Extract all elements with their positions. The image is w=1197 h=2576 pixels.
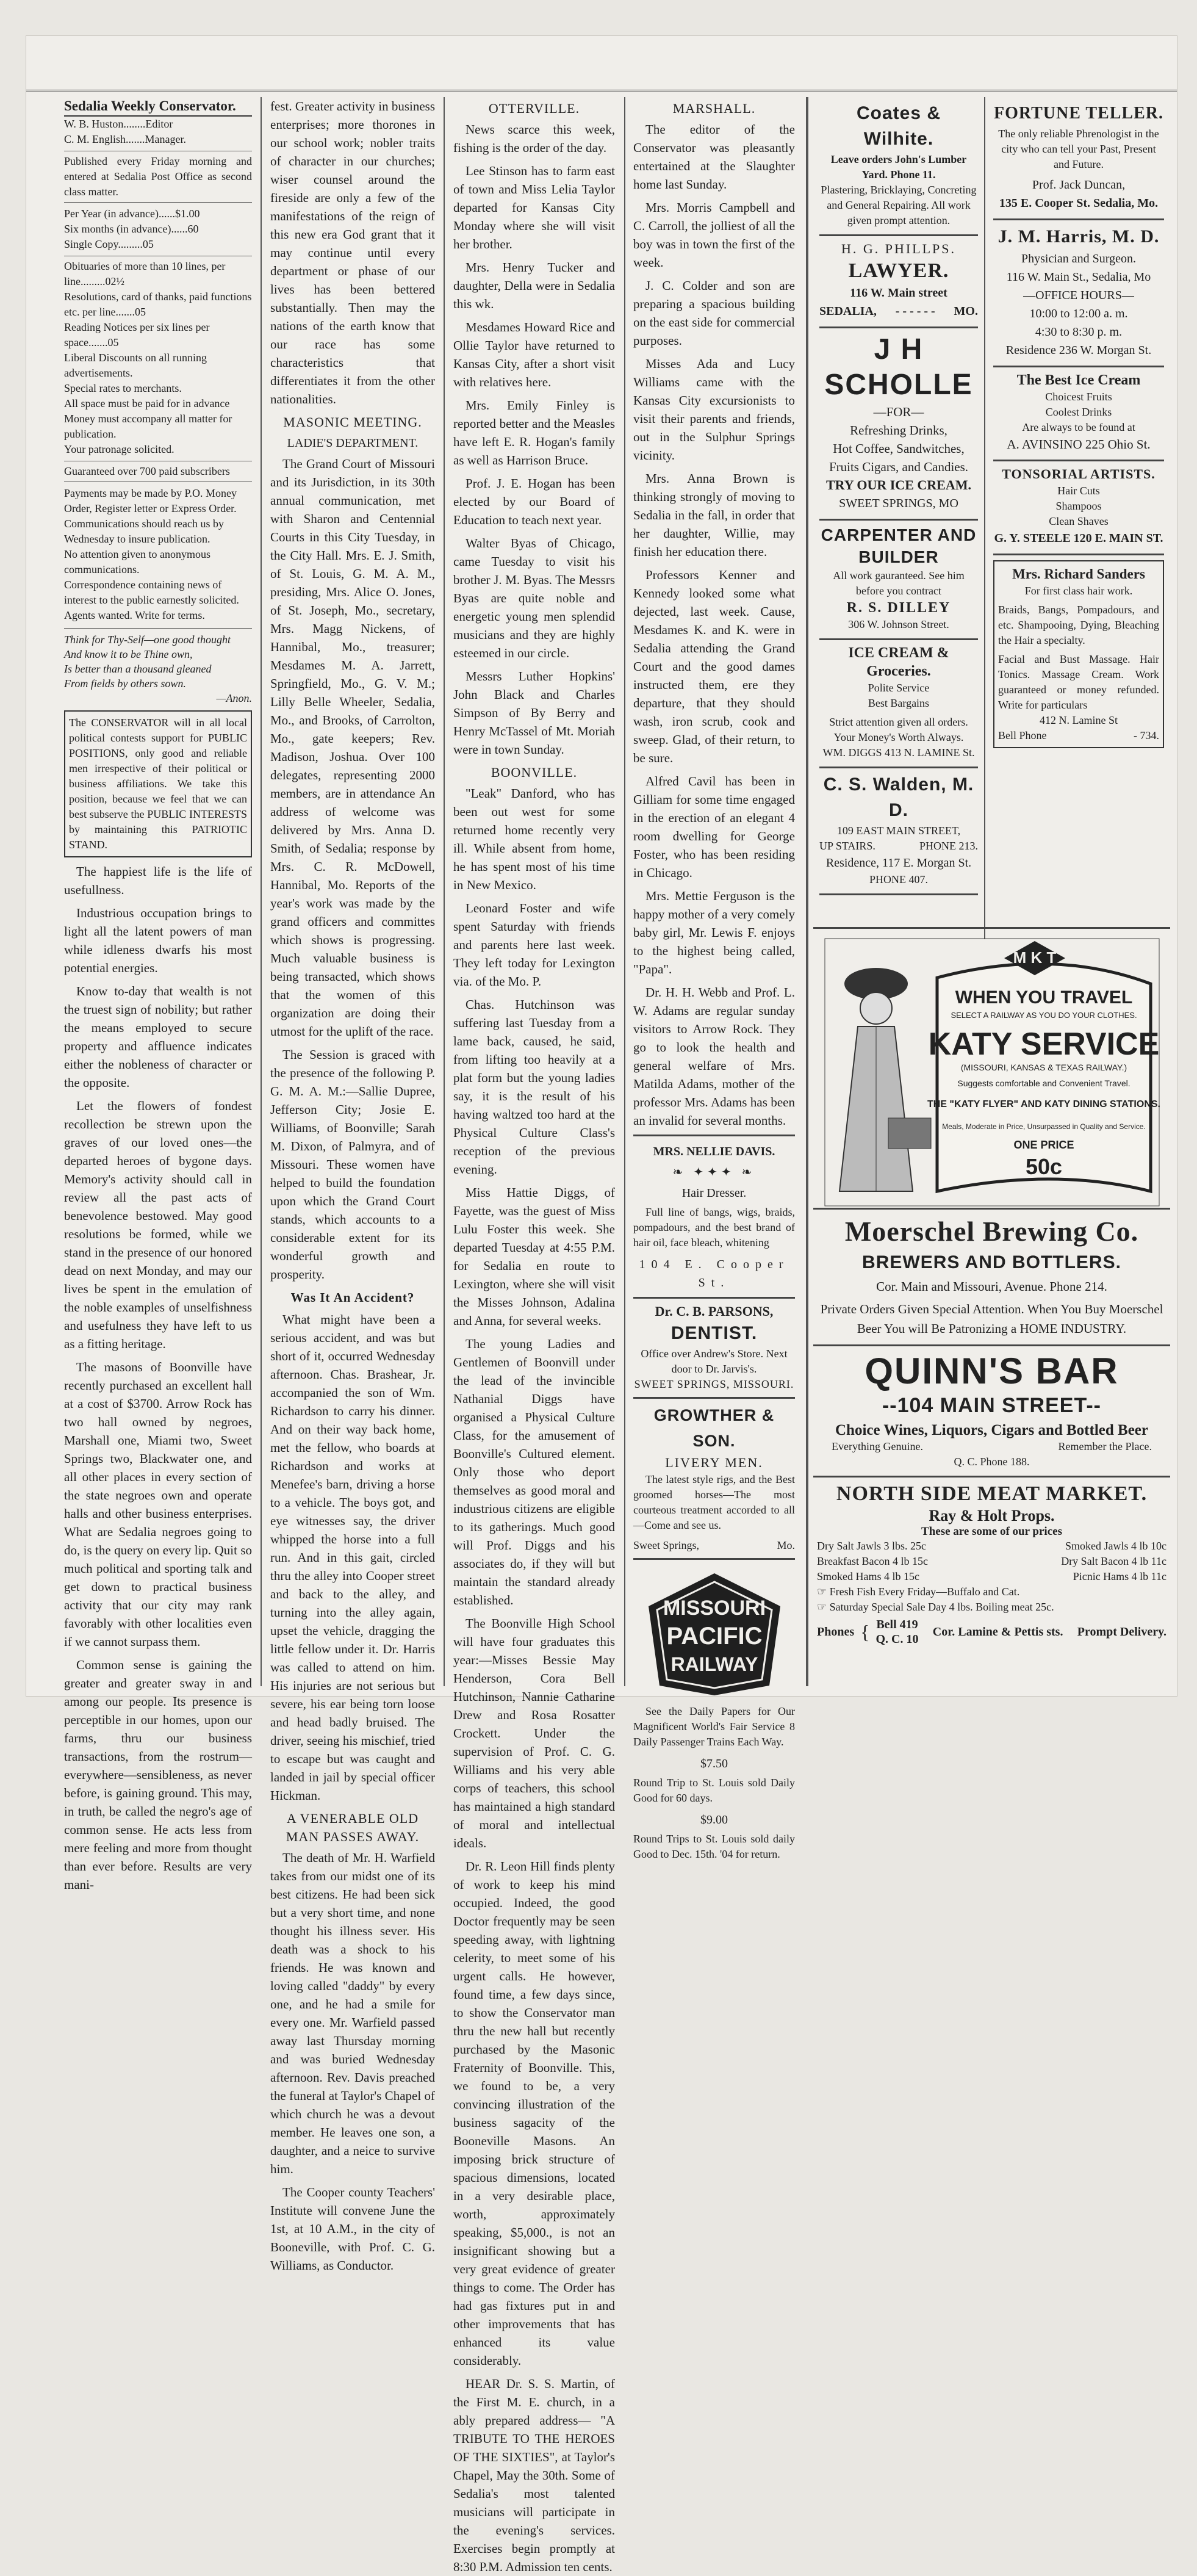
bell-phone: Bell 419 [876, 1618, 918, 1631]
ad-text: See the Daily Papers for Our Magnificent World's Fair Service 8 Daily Passenger Trains Each Way. [633, 1705, 795, 1748]
ad-text: All work gauranteed. See him before you contract [833, 569, 965, 597]
poem-line: Is better than a thousand gleaned [64, 663, 212, 675]
term-item: Liberal Discounts on all running advertisements. [64, 352, 207, 379]
news-item: Mesdames Howard Rice and Ollie Taylor have returned to Kansas City, after a short visit with relatives here. [453, 320, 615, 389]
news-item: Professors Kenner and Kennedy looked some what dejected, last week. Cause, Mesdames K. and K. were in Sedalia attending the Grand Court and the good dames instructed them, ere they departure, that they should wash, iron scrub, cook and sweep. Glad, of their return, to be sure. [633, 568, 795, 765]
ad-text: Choice Wines, Liquors, Cigars and Bottled Beer [835, 1422, 1148, 1438]
ad-cell: Everything Genuine. [832, 1440, 923, 1452]
ad-text: Strict attention given all orders. Your Money's Worth Always. [829, 716, 968, 743]
ad-name: Prof. Jack Duncan, [1032, 178, 1126, 192]
column-rule [624, 97, 625, 1686]
ad-name: GROWTHER & SON. [653, 1406, 775, 1450]
notices [64, 486, 252, 623]
ad-text: Plastering, Bricklaying, Concreting and General Repairing. All work given prompt attention. [821, 184, 977, 226]
ad-state: MO. [954, 305, 978, 318]
staff-manager: C. M. English.......Manager. [64, 133, 186, 145]
news-item: Alfred Cavil has been in Gilliam for some time engaged in the erection of an elegant 4 room dwelling for George Foster, who has been residing in Chicago. [633, 774, 795, 880]
news-item: Mrs. Henry Tucker and daughter, Della were in Sedalia this wk. [453, 260, 615, 311]
ad-item: Fruits Cigars, and Candies. [829, 460, 969, 474]
ad-name: QUINN'S BAR [864, 1351, 1119, 1391]
ad-address: 109 EAST MAIN STREET, [836, 824, 961, 837]
ad-text: Full line of bangs, wigs, braids, pompadours, and the best brand of hair oil, face bleach, whitening [633, 1206, 795, 1249]
article-paragraph: What might have been a serious accident, and was but short of it, occurred Wednesday afternoon. Chas. Brashear, Jr. accompanied the son of Wm. Richardson to carry his dinner. And on their way back home, met the fellow, who boards at Richardson and works at Menefee's barn, driving a horse to a vehicle. The boys got, and eye witnesses say, the driver whipped the horse into a full run. And in this gait, circled thru the alley into Cooper street and back to the alley, and turning into the alley again, upset the vehicle, dragging the little fellow under it. Dr. Harris was called to attend on him. His injuries are not serious but severe, his ear being torn loose and head badly bruised. The driver, seeing his mischief, tried to escape but was caught and landed in jail by special officer Hickman. [270, 1312, 435, 1803]
ad-place: SWEET SPRINGS, MO [839, 497, 958, 510]
ad-cell: Remember the Place. [1058, 1440, 1152, 1452]
news-item: Mrs. Morris Campbell and C. Carroll, the jolliest of all the boy was in town the first of the week. [633, 200, 795, 270]
advertising-terms [64, 256, 252, 457]
article-paragraph: The Grand Court of Missouri and its Jurisdiction, in its 30th annual communication, met with Sharon and Centennial Courts in this City Tuesday, in the City Hall. Mrs. E. J. Smith, of St. Louis, G. M. A. M., presiding, Mrs. Alice O. Jones, of St. Joseph, Mo., secretary, Mrs. Magg Nickens, of Hannibal, Mo., treasurer; Mesdames M. A. Jarrett, Springfield, Mo., G. V. M.; Lilly Belle Wheeler, Sedalia, Mo., and Brooks, of Carrolton, Mo., gate keepers; Rev. Madison, Joshua. Over 100 delegates, representing 2000 members, are in attendance An address of welcome was delivered by Mrs. Anna D. Smith, of Sedalia; response by Mrs. C. R. McDowell, Hannibal, Mo. Reports of the year's work was made by the grand officers and committes which shows is progressing. Much valuable business is being transacted, which shows that the women of this organization are doing their utmost for the uplift of the race. [270, 456, 435, 1039]
ad-phone: PHONE 407. [869, 873, 928, 886]
lawyer-ad [819, 236, 978, 328]
ad-title: FORTUNE TELLER. [993, 104, 1163, 123]
term-item: Money must accompany all matter for publication. [64, 413, 232, 440]
price-item: Smoked Jawls 4 lb 10c [1065, 1540, 1166, 1552]
katy-line: THE "KATY FLYER" AND KATY DINING STATIONS. [927, 1099, 1160, 1109]
pointing-hand-icon: ☞ [817, 1601, 827, 1613]
ad-address: 104 E. Cooper St. [639, 1258, 789, 1290]
price-row [813, 1569, 1170, 1584]
ad-place-row [633, 1538, 795, 1553]
ad-row [813, 1439, 1170, 1454]
news-item: Prof. J. E. Hogan has been elected by our Board of Education to teach next year. [453, 476, 615, 527]
fare-price: $7.50 [700, 1757, 728, 1770]
column-3 [447, 97, 621, 2574]
notice-item: No attention given to anonymous communications. [64, 548, 210, 575]
ad-title: BUILDER [858, 547, 939, 566]
ad-address: Cor. Main and Missouri, Avenue. Phone 214. [876, 1279, 1107, 1294]
fare-text: Round Trip to St. Louis sold Daily Good for 60 days. [633, 1777, 795, 1804]
subscriber-guarantee: Guaranteed over 700 paid subscribers [64, 461, 252, 482]
ad-delivery: Prompt Delivery. [1077, 1625, 1166, 1639]
ad-title: Hair Dresser. [681, 1186, 747, 1200]
term-item: Your patronage solicited. [64, 443, 174, 455]
price-row [813, 1554, 1170, 1569]
ad-item: Are always to be found at [1022, 421, 1135, 433]
poem-signature: —Anon. [216, 692, 252, 704]
ad-city-row [819, 302, 978, 320]
news-item: Walter Byas of Chicago, came Tuesday to visit his brother J. M. Byas. The Messrs Byas are quite noble and energetic young men splendid musicians and they are highly esteemed in our circle. [453, 536, 615, 660]
ad-item: Hair Cuts [1057, 485, 1100, 497]
ad-name: H. G. PHILLPS. [841, 241, 957, 256]
ad-phone-label: Bell Phone [998, 729, 1047, 741]
brace-icon: { [860, 1620, 870, 1643]
phones-label: Phones [817, 1625, 855, 1639]
news-item: The editor of the Conservator was pleasantly entertained at the Slaughter home last Sunday. [633, 122, 795, 192]
news-item: "Leak" Danford, who has been out west for some returned home recently very ill. While absent from home, he has spent most of his time in New Mexico. [453, 786, 615, 892]
qc-phone: Q. C. 10 [875, 1633, 919, 1646]
saturday-line [813, 1600, 1170, 1615]
ad-name: C. S. Walden, M. D. [823, 774, 974, 820]
hair-work-ad [993, 560, 1164, 748]
price-item: Dry Salt Bacon 4 lb 11c [1061, 1555, 1166, 1567]
notice-item: Payments may be made by P.O. Money Order, Register letter or Express Order. [64, 487, 237, 514]
ad-props: Ray & Holt Props. [929, 1507, 1055, 1524]
rate-six-months: Six months (in advance)......60 [64, 223, 199, 235]
top-border [26, 36, 1177, 92]
news-item: HEAR Dr. S. S. Martin, of the First M. E. church, in a ably prepared address— "A TRIBUTE TO THE HEROES OF THE SIXTIES", at Taylor's Chapel, May the 30th. Some of Sedalia's most talented musicians will participate in the evening's services. Exercises begin promptly at 8:30 P.M. Admission ten cents. [453, 2376, 615, 2574]
ad-name: Moerschel Brewing Co. [844, 1216, 1139, 1247]
ad-place: Sweet Springs, [633, 1539, 699, 1551]
fish-line [813, 1584, 1170, 1600]
ad-item: Best Bargains [868, 697, 930, 709]
news-item: J. C. Colder and son are preparing a spacious building on the east side for commercial purposes. [633, 278, 795, 348]
poem-line: And know it to be Thine own, [64, 648, 193, 660]
publication-note: Published every Friday morning and entered at Sedalia Post Office as second class matter. [64, 151, 252, 203]
ad-subtitle: These are some of our prices [921, 1525, 1062, 1538]
editorial-paragraph: Let the flowers of fondest recollection be strewn upon the graves of our loved ones—the departed heroes of bygone days. Memory's activity should call in review all the past acts of benevolence bestowed. May good resolutions be formed, while we stand in the presence of our honored dead on next Monday, and may our lives be spent in the emulation of the noble examples of unselfishness and usefulness they have left to us as a fitting heritage. [64, 1099, 252, 1351]
news-item: Chas. Hutchinson was suffering last Tuesday from a lame back, caused, he said, from lifting too heavily at a plat form but the young ladies say, it is the result of his having waltzed too hard at the Physical Culture Class's reception of the previous evening. [453, 997, 615, 1177]
walden-ad [819, 768, 978, 895]
news-item: Messrs Luther Hopkins' John Black and Charles Simpson of By Berry and Henry McTassel of Mt. Moriah were in town Sunday. [453, 669, 615, 757]
katy-line: WHEN YOU TRAVEL [955, 987, 1132, 1008]
rail-word: MISSOURI [663, 1596, 766, 1620]
ad-title: ICE CREAM & Groceries. [848, 645, 949, 679]
ad-hours: 10:00 to 12:00 a. m. [1029, 307, 1128, 320]
column-rule [261, 97, 262, 1686]
column-6 [987, 97, 1170, 939]
katy-line: ONE PRICE [1013, 1139, 1074, 1151]
ad-residence: Residence 236 W. Morgan St. [1005, 344, 1152, 357]
column-2 [264, 97, 441, 2273]
rail-word: PACIFIC [666, 1623, 763, 1650]
ad-text: Facial and Bust Massage. Hair Tonics. Massage Cream. Work guaranteed or money refunded. Write for particulars [998, 653, 1159, 711]
news-item: Mrs. Mettie Ferguson is the happy mother of a very comely baby girl, Mr. Lewis F. enjoys to the highest being called, "Papa". [633, 889, 795, 976]
katy-service-illustration-icon [821, 935, 1163, 1210]
ad-state: Mo. [777, 1539, 795, 1551]
news-item: The Boonville High School will have four graduates this year:—Misses Bessie May Henderson, Cora Bell Hutchinson, Nannie Catharine Drew and Rosa Rosatter Crockett. Under the supervision of Prof. C. G. Williams and his very able corps of teachers, this school has maintained a high standard of moral and intellectual ideals. [453, 1616, 615, 1850]
ad-address: 116 W. Main St., Sedalia, Mo [1006, 270, 1151, 284]
notice-item: Communications should reach us by Wednesday to insure publication. [64, 518, 224, 545]
editorial-paragraph: Common sense is gaining the greater and greater sway in and among our people. Its presence is perceptible in our homes, upon our farms, thru our business transactions, from the rostrum—everywhere—sensibleness, as never before, is gaining ground. This may, in truth, be called the negro's age of common sense. He acts less from mere feeling and more from thought than ever before. Results are very mani- [64, 1658, 252, 1892]
ad-address: 412 N. Lamine St [1040, 714, 1118, 726]
poem [64, 628, 252, 705]
livery-ad [633, 1397, 795, 1553]
ad-address: 306 W. Johnson Street. [848, 618, 949, 630]
fortune-teller-ad [993, 97, 1164, 220]
masthead-title: Sedalia Weekly Conservator. [64, 98, 236, 114]
subscription-rates [64, 206, 252, 252]
katy-line: Suggests comfortable and Convenient Travel. [957, 1078, 1130, 1088]
column-rule [984, 97, 985, 939]
ad-phone: - 734. [1134, 729, 1159, 741]
news-item: Leonard Foster and wife spent Saturday with friends and parents here last week. They left today for Lexington via. of the Mo. P. [453, 901, 615, 989]
physician-ad [993, 220, 1164, 367]
katy-line: Meals, Moderate in Price, Unsurpassed in Quality and Service. [941, 1122, 1146, 1131]
brewing-ad [813, 1208, 1170, 1346]
scholle-ad [819, 328, 978, 521]
coates-ad [819, 97, 978, 236]
ad-text: Braids, Bangs, Pompadours, and etc. Shampooing, Dying, Bleaching the Hair a specialty. [998, 604, 1159, 646]
news-item: The young Ladies and Gentlemen of Boonvill under the lead of the invincible Nathanial Diggs have organised a Physical Culture Class, for the amusement of Boonville's Cultured element. Only those who deport themselves as good moral and industrious citizens are eligible to its gatherings. Much good will Prof. Diggs and his associates do, if they will but maintain the standard already established. [453, 1337, 615, 1607]
otterville-heading: OTTERVILLE. [488, 101, 580, 116]
term-item: Reading Notices per six lines per space.......05 [64, 321, 210, 348]
notice-item: Correspondence containing news of interest to the public earnestly solicited. Agents wanted. Write for terms. [64, 579, 239, 621]
ad-text: The only reliable Phrenologist in the city who can tell your Past, Present and Future. [998, 128, 1159, 170]
term-item: All space must be paid for in advance [64, 397, 230, 409]
term-item: Special rates to merchants. [64, 382, 182, 394]
missouri-pacific-logo-icon [641, 1570, 788, 1698]
ad-address: WM. DIGGS 413 N. LAMINE St. [822, 746, 975, 759]
ad-cell: UP STAIRS. [819, 840, 875, 852]
ad-cell: PHONE 213. [919, 840, 978, 852]
editorial-paragraph: Know to-day that wealth is not the truest sign of nobility; but rather the means employed to secure property and affluence indicates either the nobleness of character or the opposite. [64, 984, 252, 1090]
ad-name: R. S. DILLEY [846, 600, 951, 616]
ladies-subheading: LADIE'S DEPARTMENT. [287, 436, 419, 450]
marshall-heading: MARSHALL. [672, 101, 756, 116]
ad-item: Refreshing Drinks, [850, 423, 947, 438]
ad-name: Coates & Wilhite. [856, 103, 941, 149]
ad-residence: Residence, 117 E. Morgan St. [825, 856, 972, 870]
ad-highlight: TRY OUR ICE CREAM. [826, 477, 971, 492]
ad-item: Clean Shaves [1049, 515, 1109, 527]
ad-city: SEDALIA, [819, 305, 877, 318]
wide-ads [813, 927, 1170, 1686]
poem-line: From fields by others sown. [64, 677, 186, 690]
policy-box: The CONSERVATOR will in all local political contests support for PUBLIC POSITIONS, only good and reliable men irrespective of their political or business affiliations. We take this position, because we feel that we can best subserve the PUBLIC INTERESTS by maintaining this PATRIOTIC STAND. [64, 710, 252, 857]
newspaper-page [26, 35, 1177, 2574]
ad-name: Dr. C. B. PARSONS, [655, 1304, 774, 1319]
news-item: Miss Hattie Diggs, of Fayette, was the guest of Miss Lulu Foster this week. She departed Tuesday at 4:55 P.M. for Sedalia en route to Lexington, where she will visit the Misses Johnson, Adalina and Anna, for several weeks. [453, 1185, 615, 1328]
ad-name: NORTH SIDE MEAT MARKET. [836, 1482, 1148, 1505]
ornament-icon: ❧ ✦✦✦ ❧ [672, 1166, 756, 1179]
price-item: Smoked Hams 4 lb 15c [817, 1570, 919, 1582]
meat-market-ad [813, 1477, 1170, 1649]
article-paragraph: The Session is graced with the presence of the following P. G. M. A. M.:—Sallie Dupree, Jefferson City; Josie E. Williams, of Boonville; Sarah M. Dixon, of Palmyra, and of Missouri. These women have helped to build the foundation upon which the Grand Court stands, which accounts to a considerable extent for its wonderful growth and prosperity. [270, 1047, 435, 1282]
pointing-hand-icon: ☞ [817, 1586, 827, 1598]
ad-phone-row [998, 728, 1159, 743]
fare-text: Round Trips to St. Louis sold daily Good to Dec. 15th. '04 for return. [633, 1833, 795, 1860]
ad-title: LAWYER. [848, 259, 949, 282]
staff-editor: W. B. Huston........Editor [64, 118, 173, 130]
term-item: Obituaries of more than 10 lines, per line.........02½ [64, 260, 226, 287]
staff-list [64, 117, 252, 147]
ad-address: G. Y. STEELE 120 E. MAIN ST. [994, 532, 1163, 545]
ad-text: Private Orders Given Special Attention. When You Buy Moerschel Beer You will Be Patronizing a HOME INDUSTRY. [820, 1302, 1163, 1336]
column-1 [58, 97, 258, 1892]
katy-line: SELECT A RAILWAY AS YOU DO YOUR CLOTHES. [950, 1011, 1137, 1020]
ad-text: The latest style rigs, and the Best groomed horses—The most courteous treatment accorded to all—Come and see us. [633, 1473, 795, 1531]
ad-address: Cor. Lamine & Pettis sts. [932, 1625, 1063, 1639]
column-rule [444, 97, 445, 1686]
ad-address: 135 E. Cooper St. Sedalia, Mo. [999, 197, 1159, 210]
ad-item: Polite Service [868, 682, 930, 694]
phones-row [813, 1615, 1170, 1649]
column-5 [813, 97, 984, 939]
ad-office-hours-label: —OFFICE HOURS— [1023, 289, 1134, 302]
ad-title: BREWERS AND BOTTLERS. [862, 1252, 1121, 1272]
ad-title: CARPENTER AND [821, 525, 977, 544]
column-rule [806, 97, 808, 1686]
ad-address: A. AVINSINO 225 Ohio St. [1007, 437, 1151, 452]
ad-title: TONSORIAL ARTISTS. [1002, 466, 1156, 482]
ad-address: 116 W. Main street [850, 286, 947, 300]
ad-phone: Q. C. Phone 188. [954, 1456, 1030, 1468]
katy-line: (MISSOURI, KANSAS & TEXAS RAILWAY.) [960, 1063, 1127, 1072]
ad-title: LIVERY MEN. [665, 1455, 763, 1470]
ad-item: Shampoos [1055, 500, 1102, 512]
poem-line: Think for Thy-Self—one good thought [64, 633, 231, 646]
katy-title: KATY SERVICE [928, 1026, 1159, 1062]
fish-text: Fresh Fish Every Friday—Buffalo and Cat. [829, 1586, 1020, 1598]
news-item: Lee Stinson has to farm east of town and Miss Lelia Taylor departed for Kansas City Monday where she will visit her brother. [453, 164, 615, 251]
tonsorial-ad [993, 461, 1164, 555]
editorial-paragraph: The happiest life is the life of usefullness. [64, 864, 252, 897]
ad-hours: 4:30 to 8:30 p. m. [1035, 325, 1123, 339]
quinns-bar-ad [813, 1346, 1170, 1477]
news-item: Dr. H. H. Webb and Prof. L. W. Adams are regular sunday visitors to Arrow Rock. They go to look the health and general welfare of Mrs. Matilda Adams, mother of the professor Mrs. Adams has been an invalid for several months. [633, 985, 795, 1128]
ice-cream-ad [993, 367, 1164, 461]
ad-name: J H SCHOLLE [824, 333, 973, 401]
ad-item: Coolest Drinks [1045, 406, 1112, 418]
masthead [64, 97, 252, 117]
ad-title: DENTIST. [670, 1323, 758, 1343]
editorial-paragraph: The masons of Boonville have recently purchased an excellent hall at a cost of $3700. Arrow Rock has two hall owned by negroes, Marshall one, Miami two, Sweet Springs two, Blackwater one, and all other places in every section of the state negroes own and operate halls and other business enterprises. What are Sedalia negroes going to do, is the query on every lip. Quit so much political and sporting talk and get down to practical business activity that our city may rank favorably with other localities even if we cannot surpass them. [64, 1360, 252, 1649]
ad-name: J. M. Harris, M. D. [998, 226, 1160, 247]
carpenter-ad [819, 521, 978, 640]
ad-title: The Best Ice Cream [1016, 372, 1141, 388]
katy-ad [813, 927, 1170, 1208]
saturday-text: Saturday Special Sale Day 4 lbs. Boiling meat 25c. [829, 1601, 1054, 1613]
ad-place: SWEET SPRINGS, MISSOURI. [634, 1378, 794, 1390]
fare-price: $9.00 [700, 1813, 728, 1827]
grocery-ad [819, 640, 978, 768]
rate-year: Per Year (in advance)......$1.00 [64, 207, 200, 220]
ad-name: Mrs. Richard Sanders [1012, 566, 1145, 582]
news-item: News scarce this week, fishing is the order of the day. [453, 122, 615, 155]
news-item: Misses Ada and Lucy Williams came with the Kansas City excursionists to visit their parents and friends, out in the Sulphur Springs vicinity. [633, 356, 795, 463]
ad-text: For first class hair work. [1024, 585, 1133, 597]
dentist-ad [633, 1297, 795, 1392]
ad-name: MRS. NELLIE DAVIS. [653, 1145, 775, 1158]
editorial-paragraph: Industrious occupation brings to light all the latent powers of man while idleness dwarfs his most potential energies. [64, 906, 252, 975]
hairdresser-ad [633, 1135, 795, 1292]
news-item: Mrs. Anna Brown is thinking strongly of moving to Sedalia in the fall, in order that her daughter, Willie, may finish her education there. [633, 471, 795, 559]
boonville-heading: BOONVILLE. [491, 765, 578, 780]
rate-single: Single Copy.........05 [64, 238, 154, 250]
price-item: Breakfast Bacon 4 lb 15c [817, 1555, 928, 1567]
railway-ad [633, 1558, 795, 1862]
ad-title: Physician and Surgeon. [1021, 252, 1136, 265]
ad-row [819, 839, 978, 854]
price-item: Picnic Hams 4 lb 11c [1073, 1570, 1166, 1582]
katy-logo-text: M K T [1013, 948, 1056, 967]
ad-text: Office over Andrew's Store. Next door to Dr. Jarvis's. [641, 1348, 788, 1375]
news-item: Mrs. Emily Finley is reported better and the Measles have left E. R. Hogan's family as well as Harrison Bruce. [453, 398, 615, 467]
news-item: Dr. R. Leon Hill finds plenty of work to keep his mind occupied. Indeed, the good Doctor frequently may be seen speeding away, with lightning celerity, to meet some of his urgent calls. He however, found time, a few days since, to show the Conservator man thru the new hall but recently purchased by the Masonic Fraternity of Boonville. This, we found to be, a very convincing illustration of the business sagacity of the Booneville Masons. An imposing brick structure of spacious dimensions, located in a very desirable place, worth, approximately speaking, $5,000., is not an insignificant showing but a very great evidence of greater things to come. The Order has had gas fixtures put in and other improvements that has enhanced its value considerably. [453, 1859, 615, 2368]
ad-for: —FOR— [873, 405, 924, 419]
editorial-continuation: fest. Greater activity in business enterprises; more thorones in our school work; nobler traits of character in our churches; wiser counsel around the fireside are only a few of the manifestations of the reign of this new era God grant that it may continue until every department or phase of our lives has been bettered substantially. Then may the nations of the earth know that our race has some characteristics that differentiates it from the other nationalities. [270, 99, 436, 406]
term-item: Resolutions, card of thanks, paid functions etc. per line.......05 [64, 290, 252, 318]
obituary-heading: A VENERABLE OLD MAN PASSES AWAY. [286, 1811, 420, 1844]
ad-dashes: - - - - - - [895, 305, 935, 318]
katy-price: 50c [1025, 1154, 1062, 1179]
price-row [813, 1539, 1170, 1554]
ad-item: Hot Coffee, Sandwitches, [833, 441, 965, 456]
ad-text: Leave orders John's Lumber Yard. Phone 11. [830, 153, 967, 181]
column-4 [627, 97, 801, 1860]
ad-address: --104 MAIN STREET-- [882, 1394, 1102, 1417]
article-paragraph: The Cooper county Teachers' Institute will convene June the 1st, at 10 A.M., in the city of Booneville, with Prof. C. G. Williams, as Conductor. [270, 2185, 435, 2273]
masonic-heading: MASONIC MEETING. [283, 414, 422, 430]
article-paragraph: The death of Mr. H. Warfield takes from our midst one of its best citizens. He had been sick but a very short time, and none thought his illness sever. His death was a shock to his friends. He was known and loving called "daddy" by every one, and he had a smile for every one. Mr. Warfield passed away last Thursday morning and was buried Wednesday afternoon. Rev. Davis preached the funeral at Taylor's Chapel of which church he was a devout member. He leaves one son, a daughter, and a neice to survive him. [270, 1850, 435, 2176]
rail-word: RAILWAY [670, 1653, 758, 1675]
phones-list [875, 1617, 918, 1647]
ad-item: Choicest Fruits [1045, 391, 1112, 403]
accident-heading: Was It An Accident? [290, 1290, 415, 1305]
price-item: Dry Salt Jawls 3 lbs. 25c [817, 1540, 926, 1552]
